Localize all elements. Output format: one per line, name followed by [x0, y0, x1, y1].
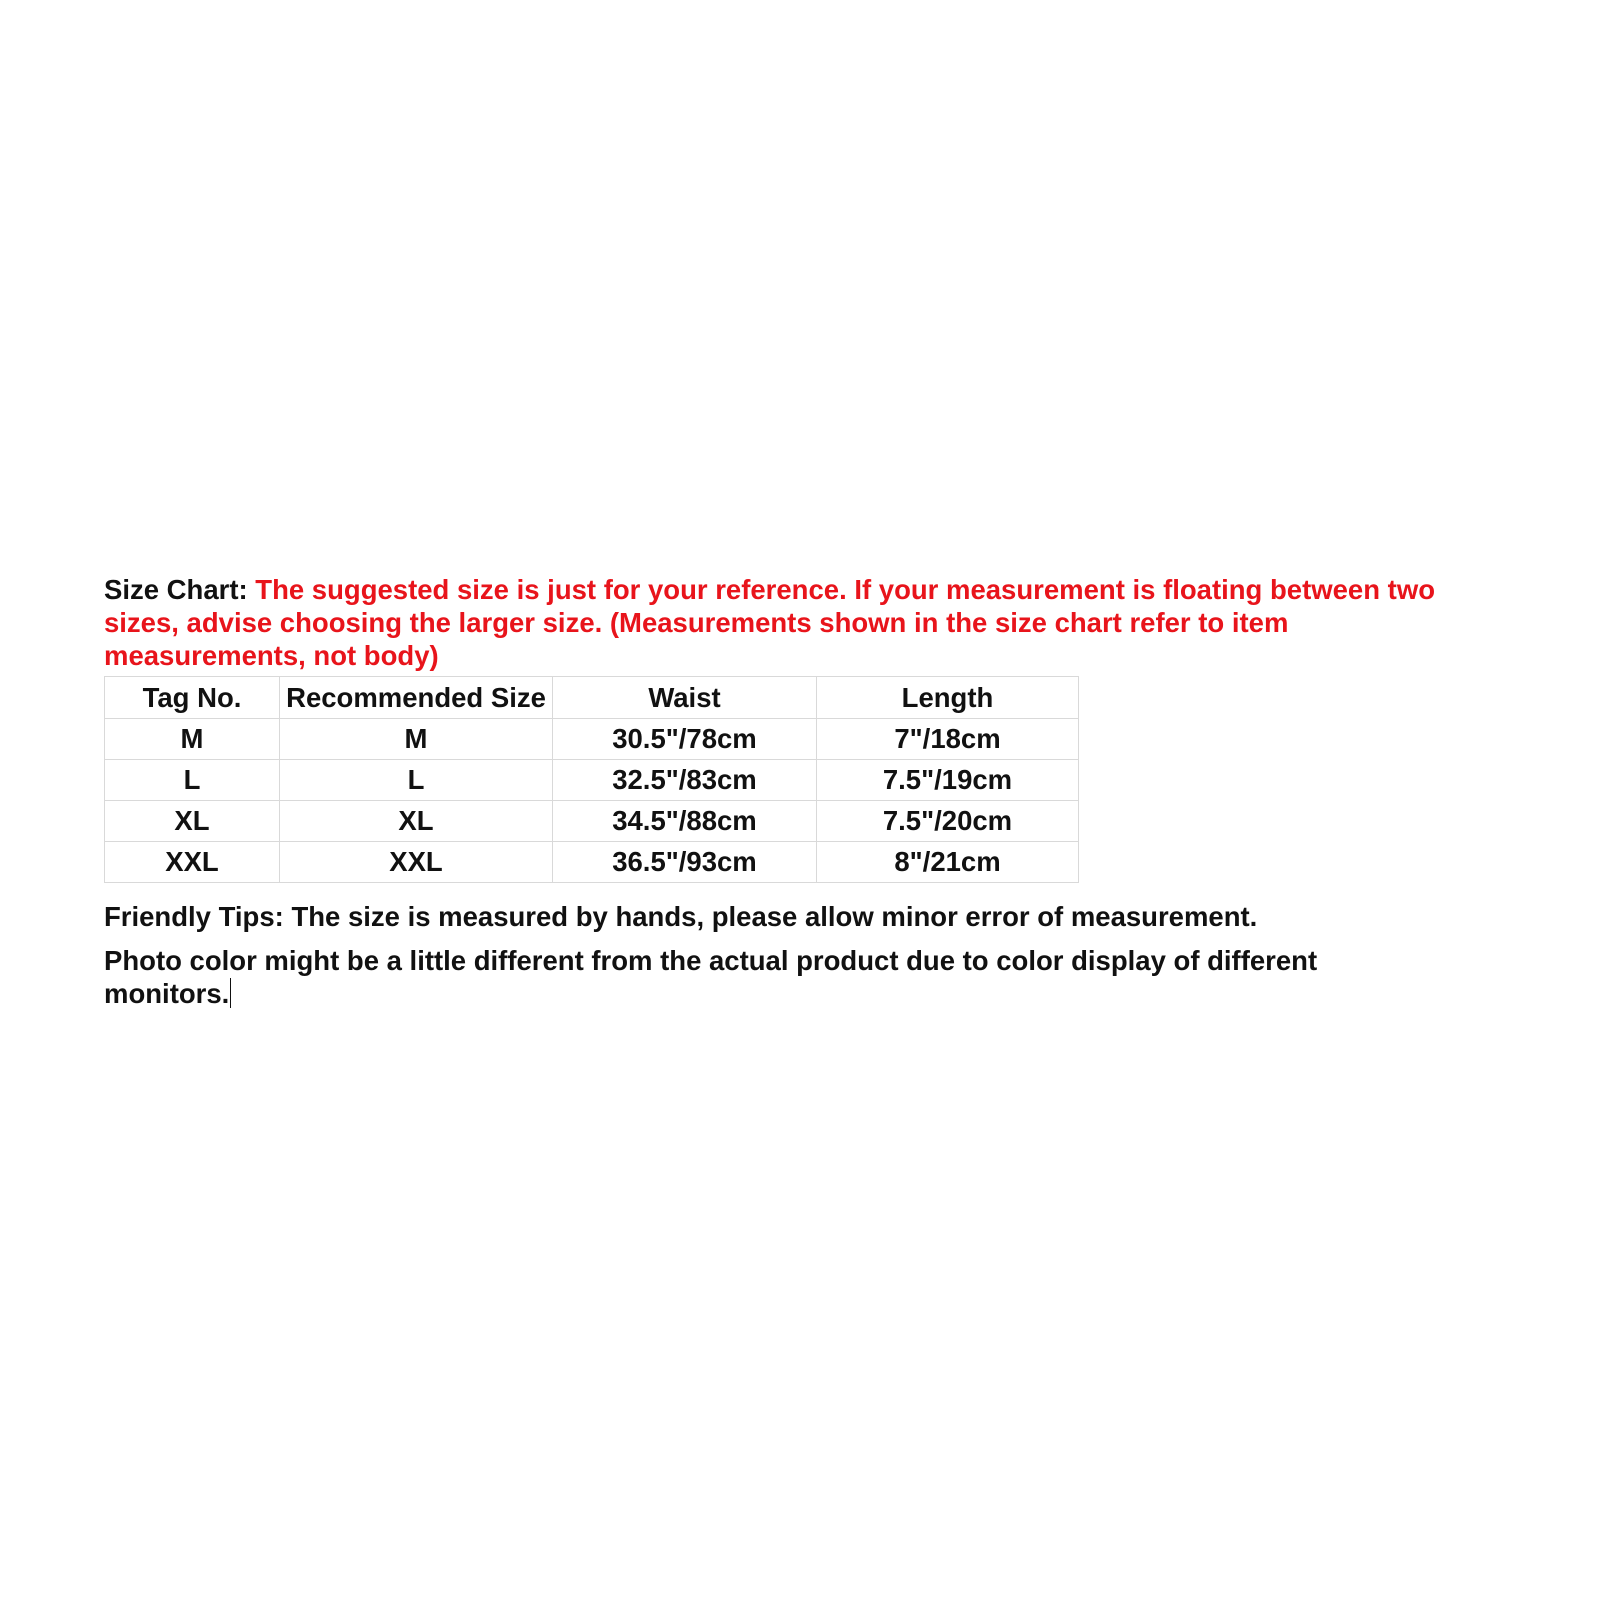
cell-length: 7"/18cm — [817, 719, 1079, 760]
photo-color-note — [104, 944, 1504, 1010]
table-row — [105, 801, 1079, 842]
cell-waist: 34.5"/88cm — [553, 801, 817, 842]
table-header-row — [105, 677, 1079, 719]
size-chart-label: Size Chart: — [104, 574, 248, 605]
table-row — [105, 760, 1079, 801]
header-length: Length — [817, 677, 1079, 719]
cell-length: 7.5"/19cm — [817, 760, 1079, 801]
size-chart-note-line-1: The suggested size is just for your reference. If your measurement is floating between two — [255, 574, 1436, 605]
header-recommended-size: Recommended Size — [280, 677, 553, 719]
photo-color-note-line-2: monitors. — [104, 978, 230, 1009]
cell-length: 7.5"/20cm — [817, 801, 1079, 842]
header-tag-no: Tag No. — [105, 677, 280, 719]
cell-tag-no: L — [105, 760, 280, 801]
cell-waist: 32.5"/83cm — [553, 760, 817, 801]
cell-waist: 36.5"/93cm — [553, 842, 817, 883]
cell-recommended-size: XXL — [280, 842, 553, 883]
size-chart-document — [104, 573, 1504, 1010]
cell-tag-no: XL — [105, 801, 280, 842]
header-waist: Waist — [553, 677, 817, 719]
cell-recommended-size: L — [280, 760, 553, 801]
size-chart-note-line-2: sizes, advise choosing the larger size. (Measurements shown in the size chart refer to item — [104, 607, 1289, 638]
table-row — [105, 842, 1079, 883]
cell-length: 8"/21cm — [817, 842, 1079, 883]
text-cursor — [230, 978, 231, 1008]
cell-recommended-size: M — [280, 719, 553, 760]
cell-tag-no: M — [105, 719, 280, 760]
size-chart-note-line-3: measurements, not body) — [104, 640, 439, 671]
size-table — [104, 676, 1079, 883]
friendly-tips: Friendly Tips: The size is measured by hands, please allow minor error of measurement. — [104, 901, 1258, 932]
table-row — [105, 719, 1079, 760]
size-chart-intro — [104, 573, 1504, 672]
cell-recommended-size: XL — [280, 801, 553, 842]
cell-tag-no: XXL — [105, 842, 280, 883]
photo-color-note-line-1: Photo color might be a little different from the actual product due to color display of different — [104, 945, 1318, 976]
cell-waist: 30.5"/78cm — [553, 719, 817, 760]
